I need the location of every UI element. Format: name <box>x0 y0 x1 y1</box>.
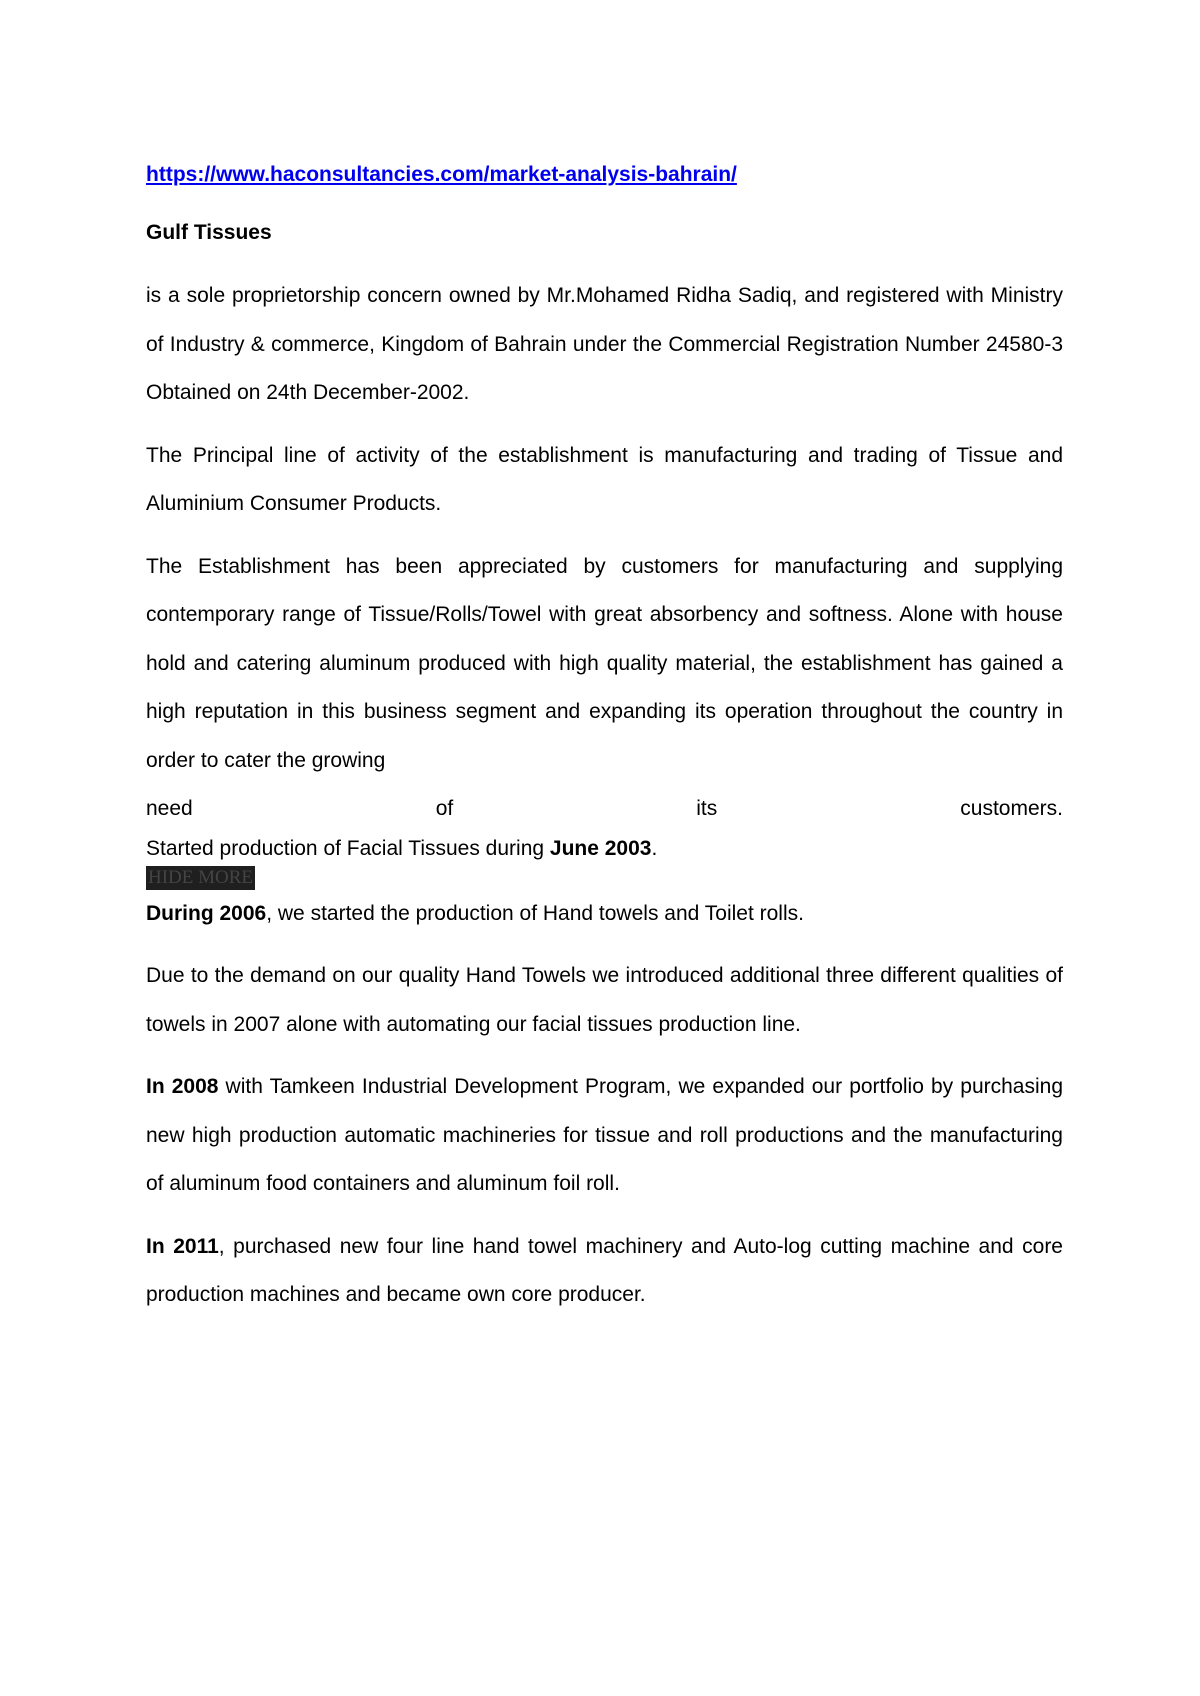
year-2006-paragraph <box>146 890 1063 939</box>
facial-start-paragraph <box>146 834 1063 864</box>
source-link[interactable]: https://www.haconsultancies.com/market-analysis-bahrain/ <box>146 163 737 186</box>
document-page <box>146 160 1063 1320</box>
facial-start-prefix: Started production of Facial Tissues during <box>146 836 550 860</box>
year-2011-lead: In 2011 <box>146 1234 219 1258</box>
facial-start-suffix: . <box>651 836 658 860</box>
appreciation-last-line <box>146 785 1063 834</box>
last-word-need: need <box>146 797 193 820</box>
last-word-of: of <box>435 797 454 820</box>
last-word-customers: customers. <box>960 797 1063 820</box>
company-title: Gulf Tissues <box>146 221 272 244</box>
facial-start-date: June 2003 <box>549 836 652 860</box>
year-2006-lead: During 2006 <box>146 901 267 925</box>
intro-paragraph: is a sole proprietorship concern owned by Mr.Mohamed Ridha Sadiq, and registered with Ministry of Industry & commerce, Kingdom of Bahrain under the Commercial Registration Number 24580-3 Obtained on 24th December-2002. <box>146 284 1063 404</box>
year-2008-text: with Tamkeen Industrial Development Program, we expanded our portfolio by purchasing new high production automatic machineries for tissue and roll productions and the manufacturing of aluminum food containers and aluminum foil roll. <box>146 1075 1063 1195</box>
year-2008-lead: In 2008 <box>146 1075 219 1098</box>
demand-paragraph: Due to the demand on our quality Hand Towels we introduced additional three different qualities of towels in 2007 alone with automating our facial tissues production line. <box>146 964 1063 1036</box>
year-2008-paragraph <box>146 1063 1063 1209</box>
year-2011-paragraph <box>146 1223 1063 1320</box>
year-2006-text: , we started the production of Hand towels and Toilet rolls. <box>266 901 804 925</box>
hide-more-button[interactable]: HIDE MORE <box>148 866 254 888</box>
last-word-its: its <box>696 797 718 820</box>
year-2011-text: , purchased new four line hand towel machinery and Auto-log cutting machine and core production machines and became own core producer. <box>146 1234 1063 1306</box>
appreciation-paragraph: The Establishment has been appreciated by customers for manufacturing and supplying contemporary range of Tissue/Rolls/Towel with great absorbency and softness. Alone with house hold and catering aluminum produced with high quality material, the establishment has gained a high reputation in this business segment and expanding its operation throughout the country in order to cater the growing <box>146 554 1063 772</box>
principal-activity-paragraph: The Principal line of activity of the establishment is manufacturing and trading of Tissue and Aluminium Consumer Products. <box>146 443 1063 515</box>
